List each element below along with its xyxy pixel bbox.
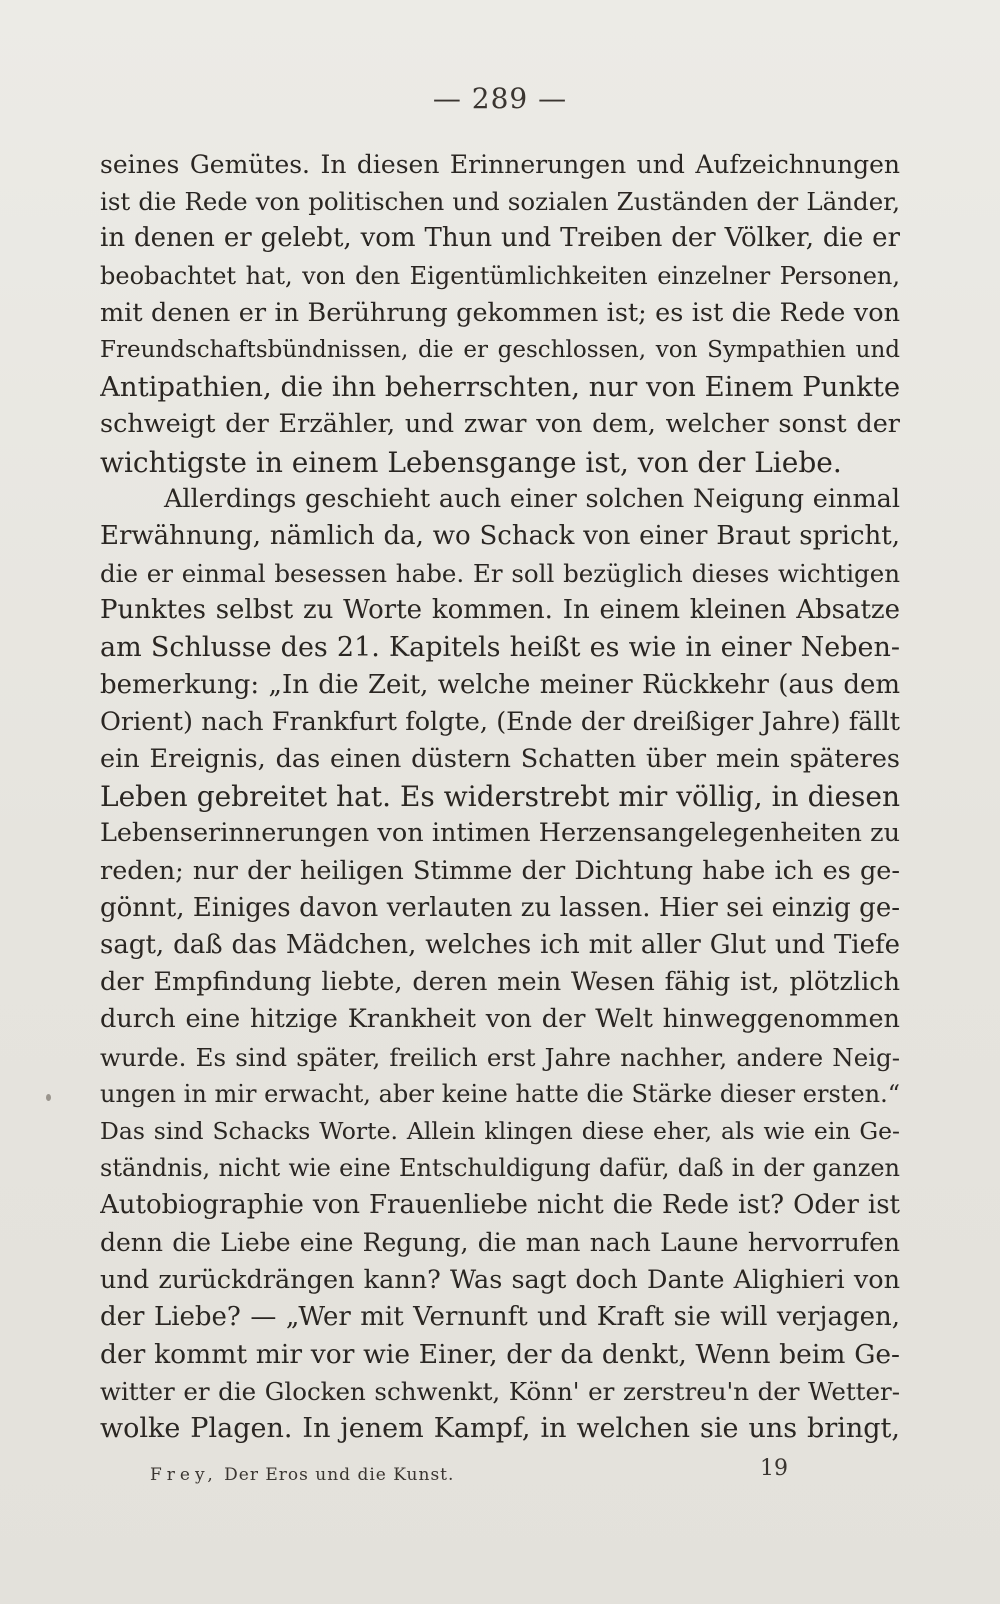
text-line: Antipathien, die ihn beherrschten, nur von Einem Punkte [100,371,900,404]
text-line: Leben gebreitet hat. Es widerstrebt mir völlig, in diesen [100,780,900,814]
text-line: sagt, daß das Mädchen, welches ich mit aller Glut und Tiefe [100,929,900,960]
page-number: — 289 — [432,82,568,115]
text-line: mit denen er in Berührung gekommen ist; es ist die Rede von [100,297,900,328]
text-line: Autobiographie von Frauenliebe nicht die Rede ist? Oder ist [100,1190,900,1221]
text-line: der Empfindung liebte, deren mein Wesen fähig ist, plötzlich [100,967,900,998]
text-line: seines Gemütes. In diesen Erinnerungen und Aufzeichnungen [100,150,900,179]
text-line: der Liebe? — „Wer mit Vernunft und Kraft sie will verjagen, [100,1301,900,1332]
text-line: Allerdings geschieht auch einer solchen Neigung einmal [164,483,900,514]
text-line: in denen er gelebt, vom Thun und Treiben der Völker, die er [100,223,900,254]
text-line: witter er die Glocken schwenkt, Könn' er zerstreu'n der Wetter- [100,1377,900,1407]
text-line: der kommt mir vor wie Einer, der da denkt, Wenn beim Ge- [100,1339,900,1370]
text-line: ungen in mir erwacht, aber keine hatte die Stärke dieser ersten.“ [100,1079,900,1108]
signature-author: Frey, [150,1465,218,1485]
text-line: am Schlusse des 21. Kapitels heißt es wie in einer Neben- [100,632,900,664]
text-line: Das sind Schacks Worte. Allein klingen diese eher, als wie ein Ge- [100,1116,900,1145]
text-line: wurde. Es sind später, freilich erst Jahre nachher, andere Neig- [100,1042,900,1072]
text-line: und zurückdrängen kann? Was sagt doch Dante Alighieri von [100,1264,900,1295]
text-line: Erwähnung, nämlich da, wo Schack von einer Braut spricht, [100,520,900,551]
text-line: ständnis, nicht wie eine Entschuldigung dafür, daß in der ganzen [100,1154,900,1183]
text-line: denn die Liebe eine Regung, die man nach Laune hervorrufen [100,1228,900,1258]
text-line: Punktes selbst zu Worte kommen. In einem kleinen Absatze [100,595,900,626]
text-line: wichtigste in einem Lebensgange ist, von der Liebe. [100,445,842,479]
text-line: beobachtet hat, von den Eigentümlichkeiten einzelner Personen, [100,261,900,290]
paper-speck [46,1094,51,1101]
text-line: Orient) nach Frankfurt folgte, (Ende der dreißiger Jahre) fällt [100,706,900,737]
text-line: bemerkung: „In die Zeit, welche meiner Rückkehr (aus dem [100,669,900,700]
text-line: schweigt der Erzähler, und zwar von dem, welcher sonst der [100,409,900,440]
text-line: ist die Rede von politischen und sozialen Zuständen der Länder, [100,187,900,217]
printer-signature [150,1465,454,1485]
body-text [100,146,900,1448]
text-line: wolke Plagen. In jenem Kampf, in welchen sie uns bringt, [100,1413,900,1445]
text-line: ein Ereignis, das einen düstern Schatten über mein späteres [100,744,900,774]
text-line: Freundschaftsbündnissen, die er geschlossen, von Sympathien und [100,336,900,363]
text-line: Lebenserinnerungen von intimen Herzensangelegenheiten zu [100,818,900,849]
signature-title: Der Eros und die Kunst. [224,1465,455,1485]
text-line: reden; nur der heiligen Stimme der Dichtung habe ich es ge- [100,855,900,886]
text-line: gönnt, Einiges davon verlauten zu lassen. Hier sei einzig ge- [100,892,900,923]
text-line: durch eine hitzige Krankheit von der Welt hinweggenommen [100,1004,900,1035]
sheet-number: 19 [760,1456,788,1481]
text-line: die er einmal besessen habe. Er soll bezüglich dieses wichtigen [100,559,900,589]
